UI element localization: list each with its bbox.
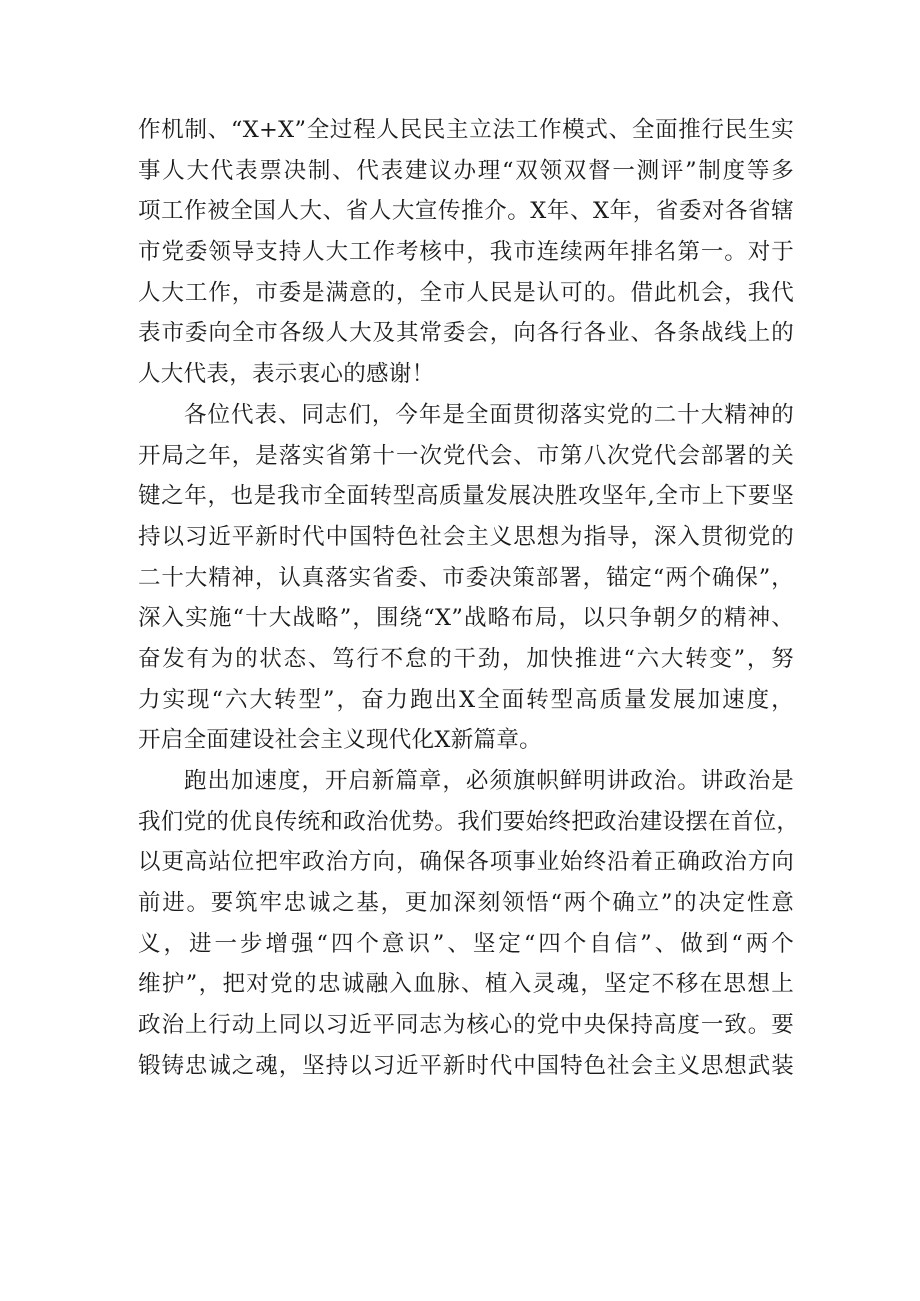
text-line: 以更高站位把牢政治方向，确保各项事业始终沿着正确政治方向 xyxy=(138,849,794,876)
text-line: 作机制、“X+X”全过程人民民主立法工作模式、全面推行民生实 xyxy=(138,117,794,143)
body-text xyxy=(138,110,800,1087)
text-line: 我们党的优良传统和政治优势。我们要始终把政治建设摆在首位， xyxy=(138,808,800,835)
text-line: 深入实施“十大战略”，围绕“X”战略布局，以只争朝夕的精神、 xyxy=(138,605,794,632)
text-line: 奋发有为的状态、笃行不怠的干劲，加快推进“六大转变”，努 xyxy=(138,645,794,672)
text-line: 人大工作，市委是满意的，全市人民是认可的。借此机会，我代 xyxy=(138,279,794,306)
text-line: 义，进一步增强“四个意识”、坚定“四个自信”、做到“两个 xyxy=(138,930,794,957)
text-line: 锻铸忠诚之魂，坚持以习近平新时代中国特色社会主义思想武装 xyxy=(138,1052,794,1079)
text-line: 二十大精神，认真落实省委、市委决策部署，锚定“两个确保”， xyxy=(138,564,794,591)
text-line: 键之年，也是我市全面转型高质量发展决胜攻坚年,全市上下要坚 xyxy=(138,483,794,510)
text-line: 开启全面建设社会主义现代化X新篇章。 xyxy=(138,727,542,754)
text-line: 各位代表、同志们，今年是全面贯彻落实党的二十大精神的 xyxy=(184,401,794,428)
text-line: 维护”，把对党的忠诚融入血脉、植入灵魂，坚定不移在思想上 xyxy=(138,971,794,998)
text-line: 市党委领导支持人大工作考核中，我市连续两年排名第一。对于 xyxy=(138,239,794,266)
text-line: 前进。要筑牢忠诚之基，更加深刻领悟“两个确立”的决定性意 xyxy=(138,890,794,917)
text-line: 持以习近平新时代中国特色社会主义思想为指导，深入贯彻党的 xyxy=(138,523,794,550)
text-line: 政治上行动上同以习近平同志为核心的党中央保持高度一致。要 xyxy=(138,1012,794,1039)
text-line: 人大代表，表示衷心的感谢！ xyxy=(138,361,435,388)
text-line: 项工作被全国人大、省人大宣传推介。X年、X年，省委对各省辖 xyxy=(138,198,794,225)
text-line: 跑出加速度，开启新篇章，必须旗帜鲜明讲政治。讲政治是 xyxy=(184,768,794,794)
text-line: 力实现“六大转型”，奋力跑出X全面转型高质量发展加速度， xyxy=(138,686,794,713)
text-line: 事人大代表票决制、代表建议办理“双领双督一测评”制度等多 xyxy=(138,157,794,184)
text-line: 开局之年，是落实省第十一次党代会、市第八次党代会部署的关 xyxy=(138,442,794,469)
text-line: 表市委向全市各级人大及其常委会，向各行各业、各条战线上的 xyxy=(138,320,794,347)
